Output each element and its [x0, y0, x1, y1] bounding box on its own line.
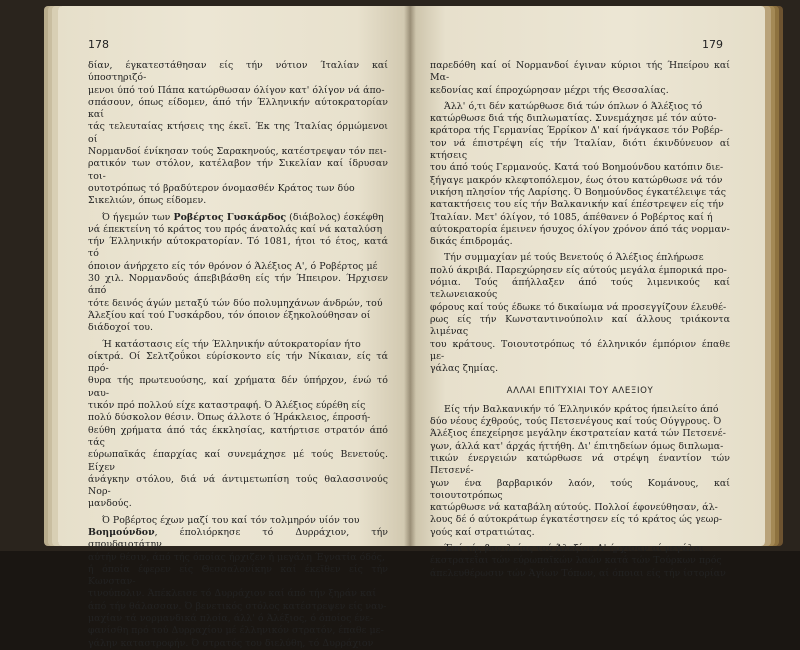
text-line: διάδοχοί του.: [88, 322, 154, 334]
paragraph-start: [88, 212, 388, 224]
section-title: ΑΛΛΑΙ ΕΠΙΤΥΧΙΑΙ ΤΟΥ ΑΛΕΞΙΟΥ: [506, 386, 654, 397]
text-line: θεύθη χρήματα άπό τάς έκκλησίας, κατήρτισε στρατόν άπό τάς: [88, 424, 388, 448]
book-gutter: [404, 6, 416, 546]
left-page-text: [88, 60, 388, 650]
text-run: , έπολιόρκησε τό Δυρράχιον, τήν σπουδαιοτάτην: [88, 526, 388, 551]
text-line: 30 χιλ. Νορμανδούς άπεβιβάσθη είς τήν Ήπειρον. Ήρχισεν άπό: [88, 273, 388, 297]
text-line: πολύ άκριβά. Παρεχώρησεν είς αύτούς μεγάλα έμπορικά προ-: [430, 264, 727, 276]
text-line: θυρα τής πρωτευούσης, καί χρήματα δέν ύπήρχον, ένώ τό ναυ-: [88, 375, 388, 399]
text-line: Νορμανδοί ένίκησαν τούς Σαρακηνούς, κατέστρεψαν τόν πει-: [88, 146, 387, 158]
text-line: εύρωπαϊκάς έπαρχίας καί συνεμάχησε μέ τούς Βενετούς. Είχεν: [88, 449, 388, 473]
text-line: μενοι ύπό τού Πάπα κατώρθωσαν όλίγον κατ' όλίγον νά άπο-: [88, 84, 385, 96]
text-line: φόρους καί τούς έδωκε τό δικαίωμα νά προσεγγίζουν έλευθέ-: [430, 301, 727, 313]
text-line: μανδούς.: [88, 498, 132, 510]
text-line: Ίταλίαν. Μετ' όλίγον, τό 1085, άπέθανεν ό Ροβέρτος καί ή: [430, 211, 713, 223]
text-line: κατώρθωσε νά καταβάλη αύτούς. Πολλοί έφονεύθησαν, άλ-: [430, 502, 718, 514]
text-line: κατώρθωσε διά τής διπλωματίας. Συνεμάχησε μέ τόν αύτο-: [430, 113, 717, 125]
text-run: Ό ήγεμών των: [102, 211, 174, 223]
bold-name: Βοημούνδον: [88, 526, 155, 538]
text-line: Άλέξιος έπεχείρησε μεγάλην έκστρατείαν κατά τών Πετσενέ-: [430, 428, 726, 440]
text-line: του κράτους. Τοιουτοτρόπως τό έλληνικόν έμπόριον έπαθε με-: [430, 338, 730, 362]
left-page: [58, 6, 410, 649]
text-line: του άπό τούς Γερμανούς. Κατά τού Βοημούνδου κατόπιν διε-: [430, 162, 724, 174]
text-line: νά έπεκτείνη τό κράτος του πρός άνατολάς καί νά καταλύση: [88, 223, 383, 235]
text-line: ξήγαγε μακρόν κλεφτοπόλεμον, έως ότου κατώρθωσε νά τόν: [430, 174, 723, 186]
text-line: τάς τελευταίας κτήσεις της έκεϊ. Έκ της Ίταλίας όρμώμενοι οί: [88, 121, 388, 145]
text-line: αύτοκρατορία έμεινεν ήσυχος όλίγον χρόνον άπό τάς νορμαν-: [430, 223, 730, 235]
text-line: γάλας ζημίας.: [430, 363, 499, 375]
text-line: όποιον άνήρχετο είς τόν θρόνον ό Άλέξιος Α', ό Ροβέρτος μέ: [88, 260, 378, 272]
paragraph-line: [88, 527, 388, 552]
text-line: Είς τήν Βαλκανικήν τό Έλληνικόν κράτος ήπειλείτο άπό: [444, 403, 719, 415]
text-line: τικόν πρό πολλού είχε καταστραφή. Ό Άλέξιος εύρέθη είς: [88, 400, 366, 412]
text-line: γων ένα βαρβαρικόν λαόν, τούς Κομάνους, καί τοιουτοτρόπως: [430, 477, 730, 501]
page-number-right: 179: [702, 38, 723, 51]
text-line: πολύ δύσκολον θέσιν. Όπως άλλοτε ό Ήράκλειος, έπροσή-: [88, 412, 371, 424]
text-line: φανίσθη πρό τού Δυρραχίου μέ έλληνικόν στρατόν, έπαθε με-: [88, 625, 384, 637]
text-line: άπελευθέρωσιν τών Άγίων Τόπων, αί όποιαι είς τήν ίστορίαν: [430, 567, 726, 579]
text-line: Ή κατάστασις είς τήν Έλληνικήν αύτοκρατορίαν ήτο: [102, 338, 361, 350]
text-line: παρεδόθη καί οί Νορμανδοί έγιναν κύριοι τής Ήπείρου καί Μα-: [430, 60, 730, 84]
text-line: οίκτρά. Οί Σελτζοΰκοι εύρίσκοντο είς τήν Νίκαιαν, είς τά πρό-: [88, 350, 388, 375]
text-line: δίαν, έγκατεστάθησαν είς τήν νότιον Ίταλίαν καί ύποστηριζό-: [88, 60, 388, 84]
text-line: λους δέ ό αύτοκράτωρ έγκατέστησεν είς τό κράτος ώς γεωρ-: [430, 514, 723, 526]
text-line: γων, άλλά κατ' άρχάς ήττήθη. Δι' έπιτηδείων όμως διπλωμα-: [430, 440, 724, 452]
text-line: Άλεξίου καί τού Γυσκάρδου, τόν όποιον έξηκολούθησαν οί: [88, 309, 371, 321]
text-line: μαχίαν τά νορμανδικά πλοία, άλλ' ό Άλέξιος, ό όποίος ένε-: [88, 613, 374, 625]
text-line: Έπί τής βασιλείας τού Άλεξίου Α' ήρχισαν αί μεγάλαι: [444, 542, 704, 554]
text-line: Ό Ροβέρτος έχων μαζί του καί τόν τολμηρόν υίόν του: [102, 514, 360, 526]
text-line: ρως είς τήν Κωνσταντινούπολιν καί άλλους τριάκοντα λιμένας: [430, 313, 730, 338]
text-line: κράτορα τής Γερμανίας Έρρίκον Δ' καί ήνάγκασε τόν Ροβέρ-: [430, 125, 724, 137]
text-line: ρατικόν των στόλον, κατέλαβον τήν Σικελίαν καί ίδρυσαν τοι-: [88, 158, 388, 182]
text-line: έκστρατεΐαι τών εύρωπαϊκών λαών κατά τών Τούρκων πρός: [430, 555, 722, 567]
text-line: τότε δεινός άγών μεταξύ τών δύο πολυμηχάνων άνδρών, τού: [88, 297, 383, 309]
text-line: κεδονίας καί έπροχώρησαν μέχρι τής Θεσσαλίας.: [430, 84, 669, 96]
bold-name: Ροβέρτος Γυσκάρδος: [173, 211, 287, 223]
text-line: δικάς έπιδρομάς.: [430, 236, 513, 248]
page-number-left: 178: [88, 38, 109, 51]
text-line: σπάσουν, όπως είδομεν, άπό τήν Έλληνικήν αύτοκρατορίαν καί: [88, 96, 388, 121]
text-run: (διάβολος) έσκέφθη: [286, 211, 384, 223]
text-line: γούς καί στρατιώτας.: [430, 526, 535, 538]
text-line: τικών ένεργειών κατώρθωσε νά στρέψη έναντίον τών Πετσενέ-: [430, 452, 730, 477]
text-line: νόμια. Τούς άπήλλαξεν άπό τούς λιμενικούς καί τελωνειακούς: [430, 277, 730, 301]
text-line: τον νά έπιστρέψη είς τήν Ίταλίαν, διότι έκινδύνευον αί κτήσεις: [430, 137, 730, 162]
text-line: ή όποία έφερεν είς Θεσσαλονίκην καί έκεϊθεν είς τήν Κωνσταν-: [88, 563, 388, 588]
text-line: νικήση πλησίον τής Λαρίσης. Ό Βοημούνδος έγκατέλειψε τάς: [430, 186, 727, 198]
right-page-text: [430, 60, 730, 580]
text-line: ουτοτρόπως τό βραδύτερον όνομασθέν Κράτος των δύο: [88, 182, 355, 194]
text-line: Τήν συμμαχίαν μέ τούς Βενετούς ό Άλέξιος έπλήρωσε: [444, 252, 704, 264]
text-line: τινούπολιν. Άπέκλεισε τό Δυρράχιον καί άπό τήν ξηράν καί: [88, 588, 377, 600]
text-line: τήν Έλληνικήν αύτοκρατορίαν. Τό 1081, ήτοι τό έτος, κατά τό: [88, 236, 388, 260]
text-line: Άλλ' ό,τι δέν κατώρθωσε διά τών όπλων ό Άλέξιος τό: [444, 100, 703, 112]
text-line: αύτήν θέσιν, άπό τής όποίας ήρχιζεν ή μεγάλη Έγνατία όδός,: [88, 551, 386, 563]
text-line: άνάγκην στόλου, διά νά άντιμετωπίση τούς θαλασσινούς Νορ-: [88, 473, 388, 498]
text-line: γάλην καταστροφήν. Ό στρατός του διελύθη, τό Δυρράχιον: [88, 637, 374, 649]
text-line: δύο νέους έχθρούς, τούς Πετσενέγους καί τούς Ούγγρους. Ό: [430, 416, 722, 428]
text-line: άπό τήν θάλασσαν. Ό βενετικός στόλος κατέστρεψεν είς ναυ-: [88, 600, 387, 612]
text-line: Σικελιών, όπως είδομεν.: [88, 195, 207, 207]
right-page: [410, 6, 765, 579]
text-line: κατακτήσεις του είς τήν Βαλκανικήν καί έπέστρεψεν είς τήν: [430, 199, 724, 211]
